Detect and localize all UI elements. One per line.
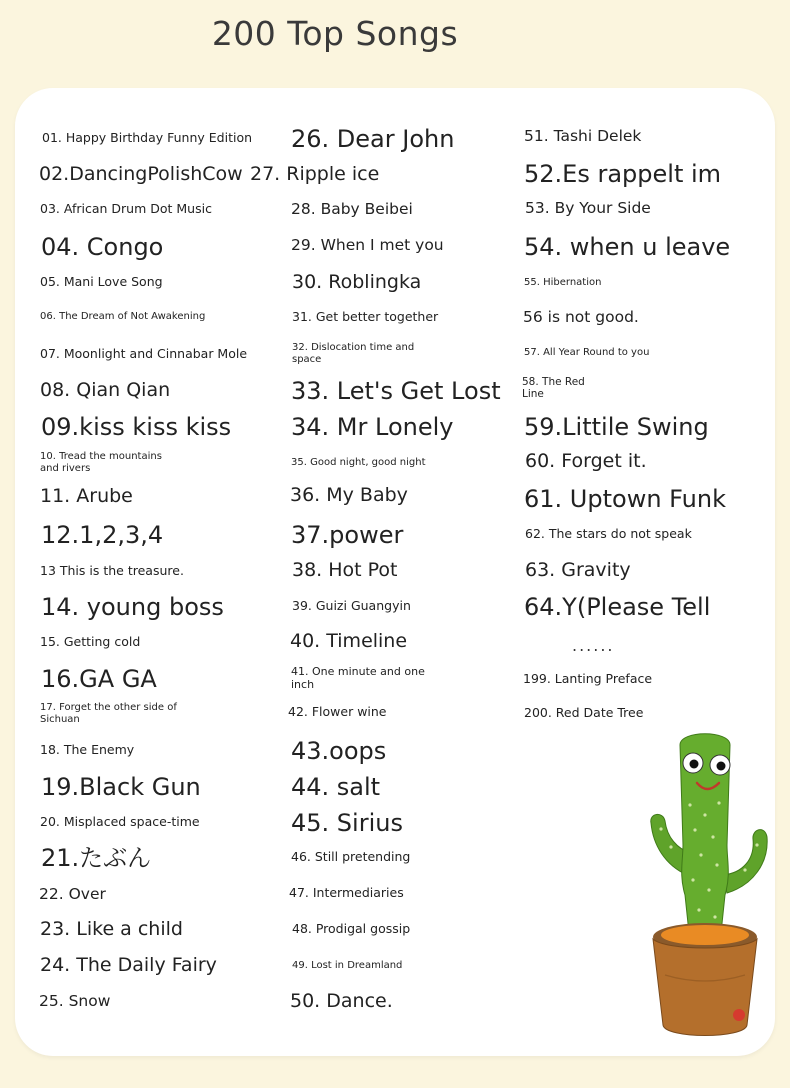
song-49: 49. Lost in Dreamland <box>292 960 403 971</box>
song-34: 34. Mr Lonely <box>291 413 454 441</box>
song-47: 47. Intermediaries <box>289 885 404 900</box>
song-43: 43.oops <box>291 737 387 765</box>
song-15: 15. Getting cold <box>40 634 141 649</box>
song-48: 48. Prodigal gossip <box>292 921 411 936</box>
song-07: 07. Moonlight and Cinnabar Mole <box>40 346 248 361</box>
song-61: 61. Uptown Funk <box>524 485 726 513</box>
song-05: 05. Mani Love Song <box>40 274 163 289</box>
song-44: 44. salt <box>291 773 381 801</box>
song-64: 64.Y(Please Tell <box>524 593 711 621</box>
song-20: 20. Misplaced space-time <box>40 814 200 829</box>
song-30: 30. Roblingka <box>292 271 422 293</box>
song-200: 200. Red Date Tree <box>524 705 644 720</box>
song-13: 13 This is the treasure. <box>40 563 184 578</box>
cactus-pot <box>653 939 757 1036</box>
song-42: 42. Flower wine <box>288 704 387 719</box>
page-title: 200 Top Songs <box>211 14 459 53</box>
song-199: 199. Lanting Preface <box>523 671 653 686</box>
song-36: 36. My Baby <box>290 484 408 506</box>
song-33: 33. Let's Get Lost <box>291 377 501 405</box>
song-03: 03. African Drum Dot Music <box>40 201 212 216</box>
song-41: 41. One minute and one inch <box>291 665 425 691</box>
song-02: 02.DancingPolishCow <box>39 163 243 185</box>
song-46: 46. Still pretending <box>291 849 411 864</box>
cactus-right-arm <box>723 830 767 893</box>
song-12: 12.1,2,3,4 <box>41 521 164 549</box>
ellipsis: ...... <box>572 636 615 655</box>
song-37: 37.power <box>291 521 404 549</box>
song-35: 35. Good night, good night <box>291 457 426 468</box>
song-45: 45. Sirius <box>291 809 403 837</box>
song-32: 32. Dislocation time and space <box>292 342 415 365</box>
song-59: 59.Littile Swing <box>524 413 709 441</box>
song-09: 09.kiss kiss kiss <box>41 413 232 441</box>
song-56: 56 is not good. <box>523 308 639 326</box>
song-54: 54. when u leave <box>524 233 731 261</box>
song-28: 28. Baby Beibei <box>291 200 413 218</box>
song-60: 60. Forget it. <box>525 450 647 472</box>
song-26: 26. Dear John <box>291 125 455 153</box>
song-17: 17. Forget the other side of Sichuan <box>40 702 177 725</box>
song-24: 24. The Daily Fairy <box>40 954 217 976</box>
song-53: 53. By Your Side <box>525 199 651 217</box>
song-14: 14. young boss <box>41 593 224 621</box>
song-50: 50. Dance. <box>290 990 393 1012</box>
song-63: 63. Gravity <box>525 559 631 581</box>
song-57: 57. All Year Round to you <box>524 347 650 358</box>
dancing-cactus-toy-image <box>635 725 775 1045</box>
song-04: 04. Congo <box>41 233 164 261</box>
song-62: 62. The stars do not speak <box>525 526 692 541</box>
song-21: 21.たぶん <box>41 844 152 872</box>
song-16: 16.GA GA <box>41 665 157 693</box>
song-27: 27. Ripple ice <box>250 163 380 185</box>
song-52: 52.Es rappelt im <box>524 160 722 188</box>
song-06: 06. The Dream of Not Awakening <box>40 311 206 322</box>
song-38: 38. Hot Pot <box>292 559 398 581</box>
song-22: 22. Over <box>39 885 106 903</box>
song-39: 39. Guizi Guangyin <box>292 598 411 613</box>
song-01: 01. Happy Birthday Funny Edition <box>42 130 253 145</box>
song-58: 58. The Red Line <box>522 376 585 401</box>
song-11: 11. Arube <box>40 485 133 507</box>
song-29: 29. When I met you <box>291 236 444 254</box>
song-10: 10. Tread the mountains and rivers <box>40 451 162 474</box>
song-31: 31. Get better together <box>292 309 439 324</box>
song-40: 40. Timeline <box>290 630 408 652</box>
song-23: 23. Like a child <box>40 918 183 940</box>
song-55: 55. Hibernation <box>524 277 602 288</box>
song-25: 25. Snow <box>39 992 111 1010</box>
song-18: 18. The Enemy <box>40 742 135 757</box>
song-08: 08. Qian Qian <box>40 379 171 401</box>
song-19: 19.Black Gun <box>41 773 201 801</box>
song-51: 51. Tashi Delek <box>524 127 642 145</box>
